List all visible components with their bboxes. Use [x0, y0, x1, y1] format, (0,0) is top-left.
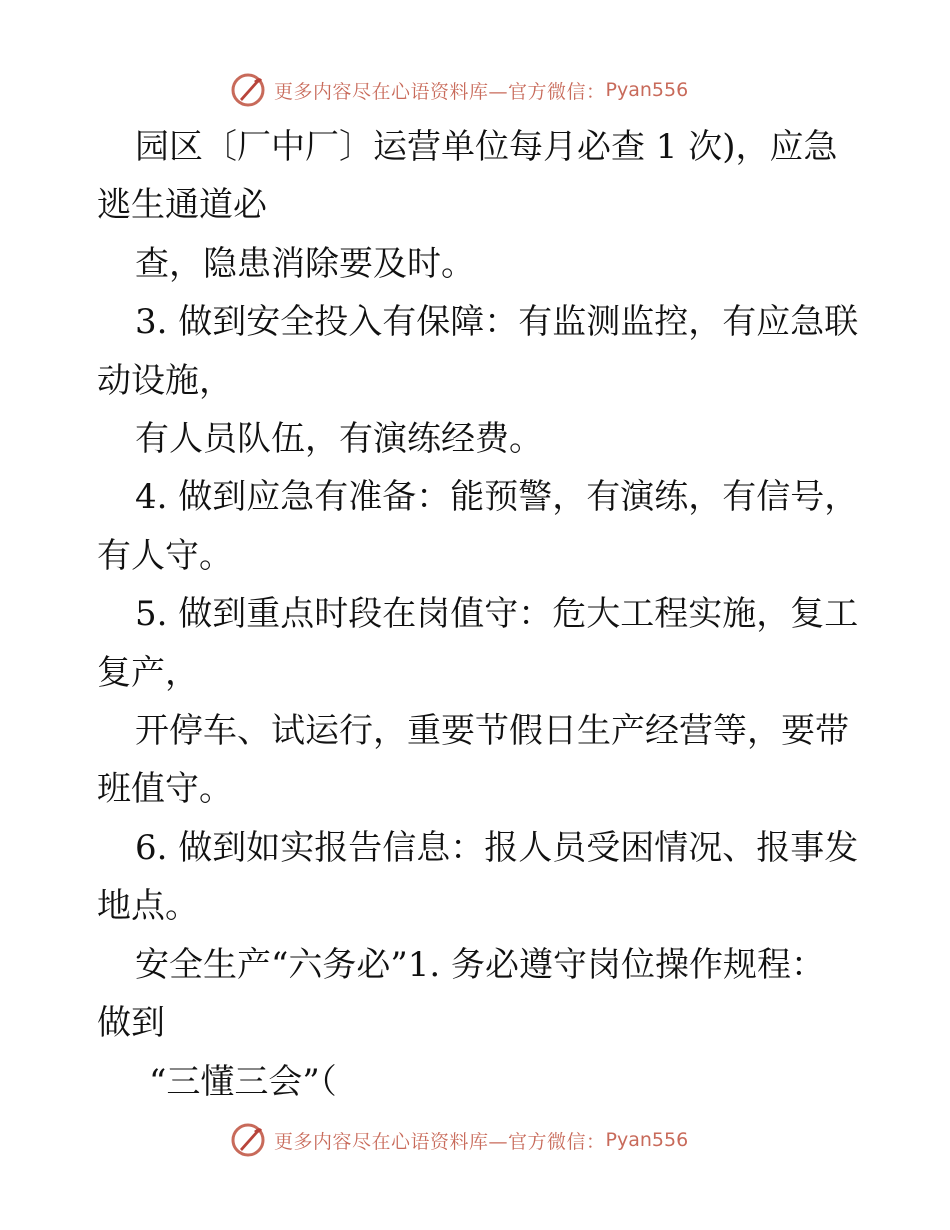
body-line: 复产，: [97, 652, 199, 693]
footer-banner-text: 更多内容尽在心语资料库—官方微信：: [274, 1130, 606, 1153]
document-body: [97, 118, 857, 1111]
body-line: 有人员队伍，有演练经费。: [135, 419, 543, 460]
body-line: 3. 做到安全投入有保障：有监测监控，有应急联: [135, 302, 859, 343]
footer-wechat-id: Pyan556: [605, 1129, 689, 1151]
body-line: 逃生通道必: [97, 185, 267, 226]
body-line: 地点。: [97, 886, 199, 927]
header-banner: [230, 70, 688, 110]
body-line: 4. 做到应急有准备：能预警，有演练，有信号，: [135, 477, 859, 518]
header-banner-text: 更多内容尽在心语资料库—官方微信：: [274, 80, 606, 103]
body-line: 班值守。: [97, 769, 233, 810]
body-line: 安全生产“六务必”1. 务必遵守岗位操作规程：: [135, 944, 826, 985]
body-line: 动设施，: [97, 360, 233, 401]
footer-banner: [230, 1120, 688, 1160]
body-line: 6. 做到如实报告信息：报人员受困情况、报事发: [135, 827, 859, 868]
body-line: 做到: [97, 1003, 165, 1044]
body-line: 有人守。: [97, 535, 233, 576]
body-line: 查，隐患消除要及时。: [135, 243, 475, 284]
body-line: 园区〔厂中厂〕运营单位每月必查 1 次)，应急: [135, 127, 838, 167]
header-wechat-id: Pyan556: [605, 79, 689, 101]
body-line: 5. 做到重点时段在岗值守：危大工程实施，复工: [135, 594, 859, 635]
body-line: “三懂三会”（: [149, 1061, 337, 1102]
body-line: 开停车、试运行，重要节假日生产经营等，要带: [135, 711, 849, 752]
quill-seal-icon: [230, 1122, 266, 1158]
quill-seal-icon: [230, 72, 266, 108]
